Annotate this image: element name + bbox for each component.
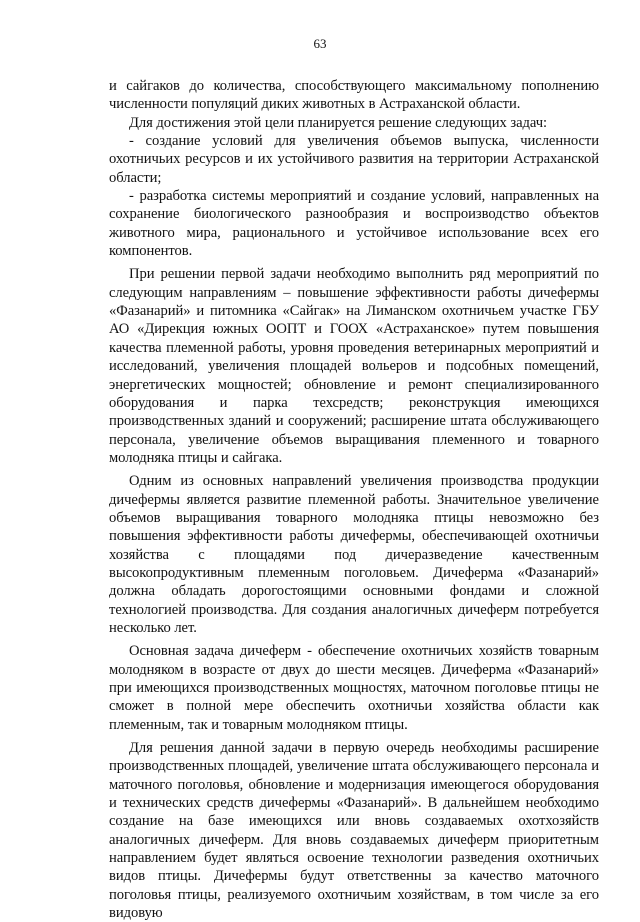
paragraph-first-task-measures: При решении первой задачи необходимо выполнить ряд мероприятий по следующим направлениям – повышение эффективности работы дичефермы «Фазанарий» и питомника «Сайгак» на Лиманском охотничьем участке ГБУ АО «Дирекция южных ООПТ и ГООХ «Астраханское» путем повышения качества племенной работы, уровня проведения ветеринарных мероприятий и исследований, увеличения площадей вольеров и подсобных помещений, энергетических мощностей; обновление и ремонт специализированного оборудования и парка техсредств; реконструкция имеющихся производственных зданий и сооружений; расширение штата обслуживающего персонала, увеличение объемов выращивания племенного и товарного молодняка птицы и сайгака. <box>109 266 599 466</box>
paragraph-goal-intro: Для достижения этой цели планируется решение следующих задач: <box>129 114 548 131</box>
document-body <box>109 77 599 922</box>
paragraph-breeding-work: Одним из основных направлений увеличения производства продукции дичефермы является развитие племенной работы. Значительное увеличение объемов выращивания товарного молодняка птицы невозможно без повышения эффективности работы дичефермы, обеспечивающей охотничьи хозяйства с площадями под дичеразведение качественным высокопродуктивным племенным поголовьем. Дичеферма «Фазанарий» должна обладать дорогостоящими основными фондами и сложной технологией производства. Для создания аналогичных дичеферм потребуется несколько лет. <box>109 473 599 636</box>
paragraph-main-task: Основная задача дичеферм - обеспечение охотничьих хозяйств товарным молодняком в возрасте от двух до шести месяцев. Дичеферма «Фазанарий» при имеющихся производственных мощностях, маточном поголовье птицы не сможет в полной мере обеспечить охотничьи хозяйства области как племенным, так и товарным молодняком птицы. <box>109 643 599 733</box>
paragraph-task-2: - разработка системы мероприятий и создание условий, направленных на сохранение биологического разнообразия и воспроизводство объектов животного мира, рационального и устойчивое использование всех его компонентов. <box>109 188 599 260</box>
paragraph-solution: Для решения данной задачи в первую очередь необходимы расширение производственных площадей, увеличение штата обслуживающего персонала и маточного поголовья, обновление и модернизация имеющегося оборудования и технических средств дичефермы «Фазанарий». В дальнейшем необходимо создание на базе имеющихся или вновь создаваемых охотхозяйств аналогичных дичеферм. Для вновь создаваемых дичеферм приоритетным направлением будет являться освоение технологии разведения охотничьих видов птицы. Дичефермы будут ответственны за качество маточного поголовья птицы, реализуемого охотничьим хозяйствам, в том числе за его видовую <box>109 740 599 922</box>
paragraph-task-1: - создание условий для увеличения объемов выпуска, численности охотничьих ресурсов и их устойчивого развития на территории Астраханской области; <box>109 133 599 186</box>
paragraph-continuation: и сайгаков до количества, способствующего максимальному пополнению численности популяций диких животных в Астраханской области. <box>109 78 599 113</box>
page-number: 63 <box>313 36 327 51</box>
